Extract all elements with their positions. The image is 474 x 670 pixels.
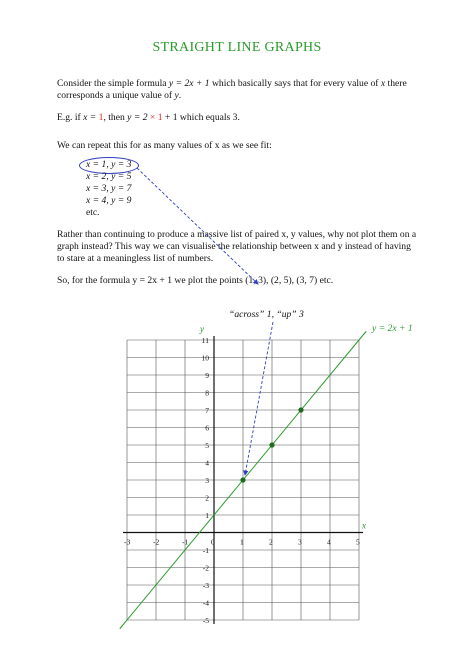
- intro-text-c: there: [385, 78, 407, 89]
- example-then: , then: [103, 112, 128, 123]
- example-y-eq: y = 2: [127, 112, 150, 123]
- intro-text-e: .: [178, 90, 182, 101]
- x-tick-label: 2: [269, 537, 273, 547]
- intro-text-d: corresponds a unique value of: [57, 90, 175, 101]
- page-title: STRAIGHT LINE GRAPHS: [152, 40, 322, 55]
- example-prefix: E.g. if: [57, 112, 84, 123]
- x-axis-label: x: [362, 520, 366, 531]
- y-tick-label: -4: [202, 598, 209, 608]
- intro-text-a: Consider the simple formula: [57, 78, 169, 89]
- y-tick-label: -1: [202, 546, 209, 555]
- y-tick-label: 5: [205, 441, 209, 450]
- rather-line-3: to stare at a meaningless list of numbers.: [57, 253, 214, 264]
- data-point: [269, 442, 274, 447]
- line-label: y = 2x + 1: [372, 323, 413, 334]
- intro-var-y: y: [174, 90, 179, 101]
- x-tick-label: -2: [153, 537, 160, 547]
- y-tick-label: 4: [205, 458, 209, 468]
- arrow-to-points: [137, 168, 258, 284]
- pair-4: x = 4, y = 9: [86, 195, 132, 206]
- y-tick-label: -5: [202, 616, 209, 625]
- example-plus: + 1 which equals 3.: [164, 112, 240, 123]
- y-tick-label: -2: [202, 563, 209, 573]
- y-tick-label: 2: [205, 493, 209, 503]
- example-x-value: 1: [98, 112, 104, 123]
- x-tick-label: 1: [240, 537, 244, 547]
- intro-var-x: x: [380, 78, 386, 89]
- repeat-text: We can repeat this for as many values of x as we see fit:: [57, 140, 272, 151]
- x-tick-label: 3: [298, 537, 302, 547]
- y-tick-label: 3: [205, 476, 209, 485]
- y-tick-label: 8: [205, 388, 209, 398]
- y-tick-label: 11: [201, 336, 209, 345]
- example-x-eq: x =: [83, 112, 99, 123]
- y-axis-label: y: [200, 324, 204, 334]
- data-point: [240, 477, 245, 482]
- y-tick-label: 1: [205, 511, 209, 520]
- across-up-annotation: “across” 1, “up” 3: [229, 309, 304, 320]
- rather-line-1: Rather than continuing to produce a massive list of paired x, y values, why not plot them on a: [57, 229, 417, 240]
- example-one: 1: [155, 112, 165, 123]
- intro-formula: y = 2x + 1: [168, 78, 210, 89]
- y-tick-label: 9: [205, 371, 209, 380]
- y-tick-label: 10: [201, 353, 209, 363]
- intro-text-b: which basically says that for every value of: [209, 78, 381, 89]
- pair-etc: etc.: [86, 207, 100, 218]
- y-tick-label: -3: [202, 581, 209, 590]
- plot-sentence: So, for the formula y = 2x + 1 we plot the points (1, 3), (2, 5), (3, 7) etc.: [57, 275, 334, 286]
- x-tick-label: -1: [182, 537, 189, 547]
- arrow-to-point: [245, 322, 273, 475]
- pair-2: x = 2, y = 5: [86, 171, 132, 182]
- pair-3: x = 3, y = 7: [86, 183, 132, 194]
- x-tick-label: -3: [124, 537, 131, 547]
- x-tick-label: 0: [211, 537, 215, 547]
- y-tick-label: 7: [205, 406, 209, 415]
- data-point: [298, 407, 303, 412]
- x-tick-label: 5: [356, 537, 360, 547]
- pair-1: x = 1, y = 3: [86, 159, 132, 170]
- y-tick-label: 6: [205, 423, 209, 433]
- x-tick-label: 4: [327, 537, 331, 547]
- rather-line-2: graph instead? This way we can visualise the relationship between x and y instead of having: [57, 241, 411, 252]
- example-times: ×: [149, 112, 156, 123]
